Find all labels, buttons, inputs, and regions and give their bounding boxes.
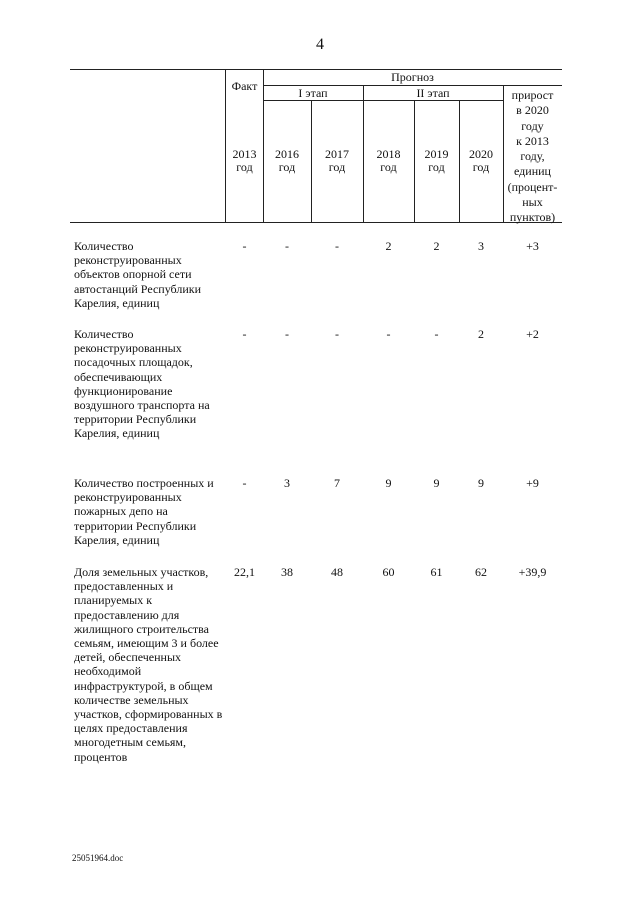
row-label-fire-depots: Количество построенных и реконструированных пожарных депо на территории Республики Карелия, единиц [74, 476, 214, 547]
stage-rule [263, 100, 503, 101]
year-2016-header: 2016 год [275, 147, 299, 174]
row-label-landing-sites: Количество реконструированных посадочных площадок, обеспечивающих функционирование воздушного транспорта на территории Республики Карелия, единиц [74, 327, 210, 441]
table-cell: 2 [433, 239, 440, 253]
table-cell: - [386, 327, 391, 341]
table-cell: 38 [281, 565, 293, 579]
row-label-land-plots: Доля земельных участков, предоставленных и планируемых к предоставлению для жилищного строительства семьям, имеющим 3 и более детей, обеспеченных необходимой инфраструктурой, в общем количестве земельных участков, сформированных в целях предоставления многодетным семьям, процентов [74, 565, 223, 764]
table-cell: 7 [334, 476, 340, 490]
growth-header: прирост в 2020 году к 2013 году, единиц (процент- ных пунктов) [507, 88, 558, 225]
table-cell: - [434, 327, 439, 341]
fact-header: Факт [231, 79, 258, 93]
year-2013-header: 2013 год [232, 147, 257, 174]
stage2-header: II этап [416, 86, 450, 100]
year-2019-header: 2019 год [424, 147, 449, 174]
table-cell: 9 [385, 476, 392, 490]
year-2020-header: 2020 год [469, 147, 493, 174]
table-cell: 22,1 [234, 565, 255, 579]
year-2018-header: 2018 год [376, 147, 401, 174]
table-cell: 3 [284, 476, 290, 490]
table-cell: 2 [478, 327, 484, 341]
year-2017-header: 2017 год [325, 147, 349, 174]
row-label-bus-stations: Количество реконструированных объектов опорной сети автостанций Республики Карелия, единиц [74, 239, 202, 310]
table-cell: +2 [526, 327, 539, 341]
header-bottom-rule [70, 222, 562, 223]
table-cell: +39,9 [518, 565, 547, 579]
table-cell: - [242, 239, 247, 253]
table-cell: 9 [478, 476, 484, 490]
table-cell: 61 [430, 565, 443, 579]
table-cell: - [242, 327, 247, 341]
footer-filename: 25051964.doc [72, 853, 124, 863]
table-cell: - [285, 327, 289, 341]
table-cell: 3 [478, 239, 484, 253]
table-cell: - [242, 476, 247, 490]
page-number: 4 [316, 36, 324, 53]
forecast-header: Прогноз [391, 70, 434, 84]
table-cell: 2 [385, 239, 392, 253]
table-cell: 60 [382, 565, 395, 579]
table-cell: - [285, 239, 289, 253]
table-cell: - [335, 327, 339, 341]
stage1-header: I этап [298, 86, 328, 100]
table-cell: 9 [433, 476, 440, 490]
table-cell: 62 [475, 565, 487, 579]
table-cell: +3 [526, 239, 539, 253]
table-cell: +9 [526, 476, 539, 490]
table-cell: - [335, 239, 339, 253]
table-cell: 48 [331, 565, 343, 579]
header-top-rule [70, 69, 562, 70]
